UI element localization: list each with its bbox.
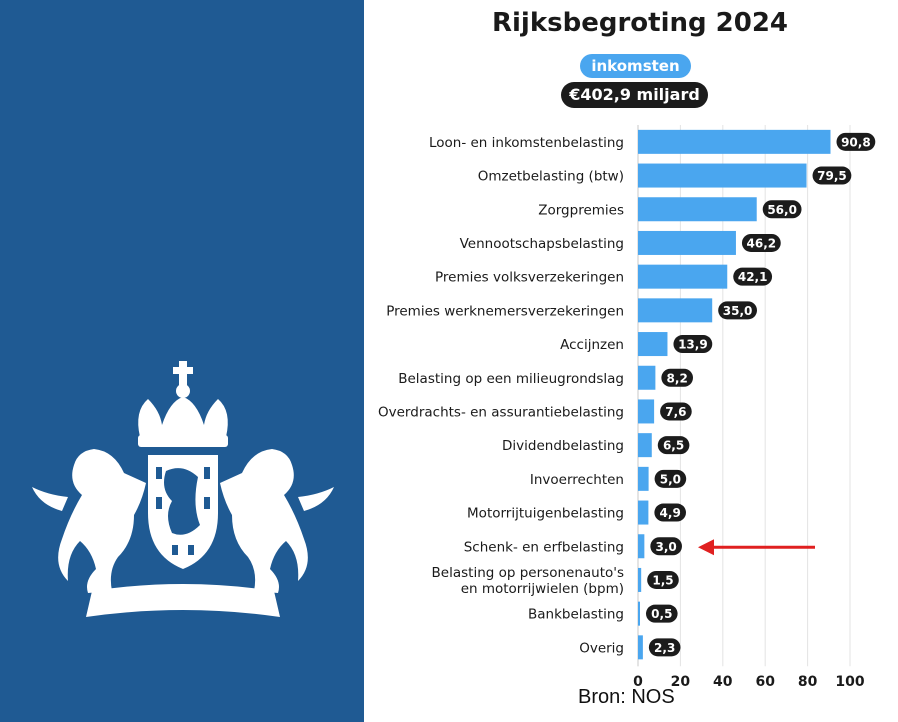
category-label: Invoerrechten: [529, 471, 624, 488]
data-label: 5,0: [659, 472, 682, 487]
data-label: 90,8: [841, 135, 871, 150]
data-label: 4,9: [659, 506, 681, 521]
bar: [638, 399, 654, 423]
bar: [638, 501, 648, 525]
x-tick-label: 20: [670, 674, 691, 691]
category-label: Zorgpremies: [538, 202, 624, 219]
bar: [638, 467, 649, 491]
bar: [638, 298, 712, 322]
annotation-arrow-icon: [698, 539, 714, 555]
bar: [638, 602, 640, 626]
data-label: 35,0: [722, 303, 753, 318]
bar: [638, 197, 757, 221]
category-label: Premies volksverzekeringen: [434, 269, 624, 286]
total-badge: €402,9 miljard: [561, 82, 708, 108]
category-label: Belasting op personenauto's: [431, 564, 624, 581]
category-label: Belasting op een milieugrondslag: [398, 370, 624, 387]
data-label: 0,5: [651, 607, 673, 622]
category-label: Loon- en inkomstenbelasting: [428, 134, 624, 151]
bar: [638, 164, 807, 188]
category-label: Overig: [579, 640, 624, 657]
category-label: Schenk- en erfbelasting: [463, 539, 624, 556]
data-label: 8,2: [666, 371, 688, 386]
category-label: Overdrachts- en assurantiebelasting: [378, 404, 624, 421]
bar: [638, 265, 727, 289]
x-tick-label: 100: [835, 674, 865, 691]
data-label: 3,0: [655, 539, 677, 554]
bar: [638, 130, 830, 154]
x-tick-label: 40: [713, 674, 733, 691]
data-label: 46,2: [746, 236, 777, 251]
category-label: Motorrijtuigenbelasting: [467, 505, 624, 522]
chart-title: Rijksbegroting 2024: [491, 8, 789, 38]
data-label: 13,9: [678, 337, 708, 352]
bar: [638, 332, 667, 356]
data-label: 7,6: [665, 404, 687, 419]
data-label: 2,3: [654, 640, 676, 655]
bar: [638, 366, 655, 390]
category-label: en motorrijwielen (bpm): [460, 580, 624, 597]
data-label: 56,0: [767, 202, 797, 217]
bar: [638, 635, 643, 659]
x-tick-label: 0: [633, 674, 643, 691]
source-note: Bron: NOS: [578, 686, 675, 708]
bar: [638, 568, 641, 592]
category-label: Premies werknemersverzekeringen: [386, 303, 624, 320]
data-label: 42,1: [737, 270, 768, 285]
category-label: Vennootschapsbelasting: [459, 235, 624, 252]
bar: [638, 433, 652, 457]
x-tick-label: 60: [755, 674, 775, 691]
data-label: 6,5: [662, 438, 685, 453]
category-label: Dividendbelasting: [502, 438, 624, 455]
x-tick-label: 80: [797, 674, 818, 691]
data-label: 1,5: [652, 573, 674, 588]
data-label: 79,5: [817, 169, 847, 184]
category-label: Omzetbelasting (btw): [477, 168, 624, 185]
income-tag: inkomsten: [580, 54, 691, 78]
category-label: Accijnzen: [560, 337, 624, 354]
bar: [638, 231, 736, 255]
bar: [638, 534, 644, 558]
category-label: Bankbelasting: [527, 606, 624, 623]
